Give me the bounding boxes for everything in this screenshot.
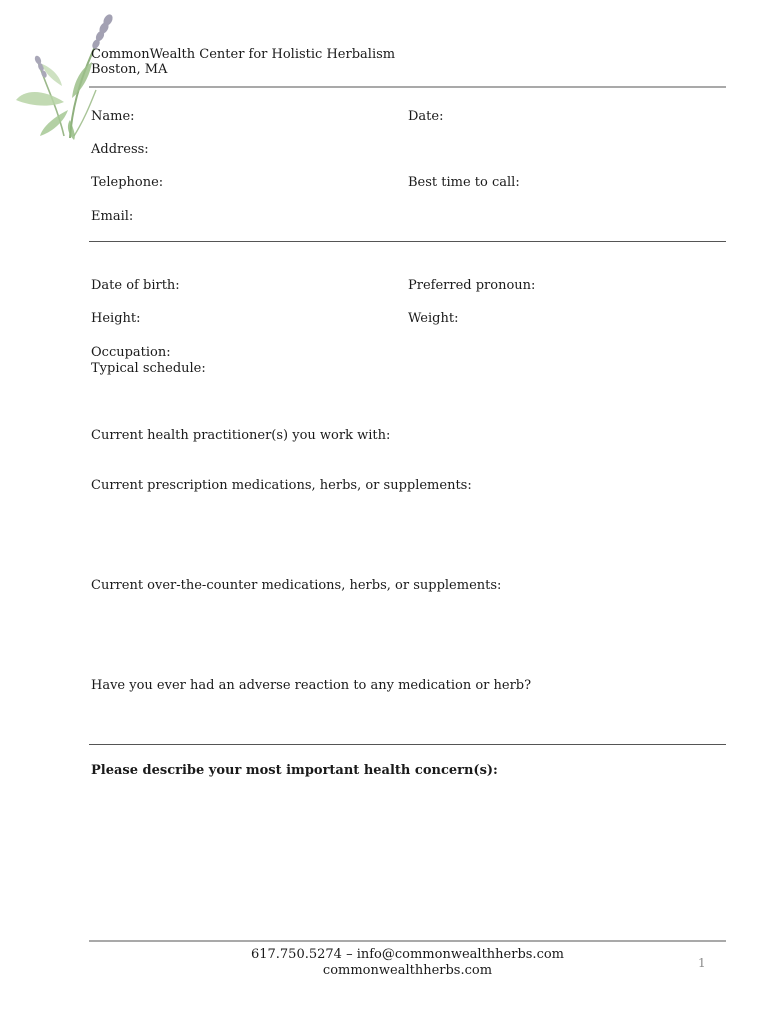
- telephone-label: Telephone:: [91, 175, 164, 190]
- footer-divider: [89, 940, 726, 942]
- otc-label: Current over-the-counter medications, herbs, or supplements:: [91, 578, 502, 593]
- address-label: Address:: [91, 142, 149, 157]
- occupation-label: Occupation:: [91, 345, 171, 360]
- footer-contact-line: 617.750.5274 – info@commonwealthherbs.com: [250, 947, 565, 962]
- best-time-label: Best time to call:: [408, 175, 520, 190]
- footer-website: commonwealthherbs.com: [322, 963, 493, 978]
- org-name: CommonWealth Center for Holistic Herbalism: [91, 47, 396, 62]
- schedule-label: Typical schedule:: [91, 361, 206, 376]
- date-label: Date:: [408, 109, 444, 124]
- health-divider: [89, 744, 726, 745]
- dob-label: Date of birth:: [91, 278, 180, 293]
- header-divider: [89, 86, 726, 88]
- page-number: 1: [698, 956, 706, 970]
- adverse-reaction-label: Have you ever had an adverse reaction to any medication or herb?: [91, 678, 532, 693]
- concern-heading: Please describe your most important health concern(s):: [91, 763, 498, 778]
- email-label: Email:: [91, 209, 134, 224]
- weight-label: Weight:: [408, 311, 459, 326]
- prescription-label: Current prescription medications, herbs, or supplements:: [91, 478, 472, 493]
- height-label: Height:: [91, 311, 141, 326]
- pronoun-label: Preferred pronoun:: [408, 278, 536, 293]
- practitioners-label: Current health practitioner(s) you work with:: [91, 428, 391, 443]
- org-location: Boston, MA: [91, 62, 168, 77]
- name-label: Name:: [91, 109, 135, 124]
- contact-divider: [89, 241, 726, 242]
